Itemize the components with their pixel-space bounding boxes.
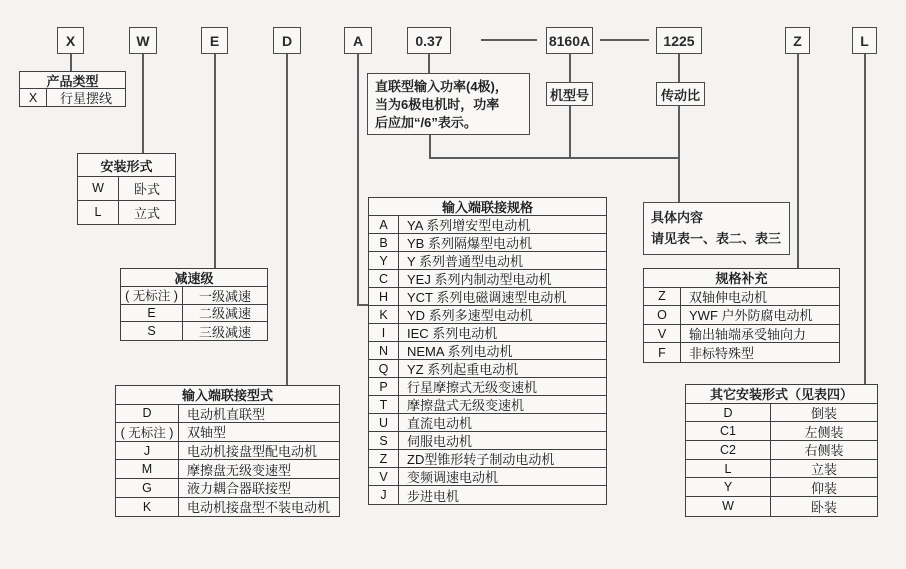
row-code: C2: [686, 441, 771, 459]
table-row: [369, 252, 606, 270]
row-code: O: [644, 306, 681, 324]
row-label: 电动机接盘型配电动机: [187, 444, 318, 460]
table-row: [116, 423, 339, 442]
row-code: U: [369, 414, 399, 431]
row-label: 双轴伸电动机: [689, 289, 768, 305]
row-label: Y 系列普通型电动机: [407, 254, 524, 269]
table-row: [116, 442, 339, 461]
table-row: [121, 322, 267, 340]
input-connection-spec-table-title: 输入端联接规格: [369, 198, 606, 216]
row-code: I: [369, 324, 399, 341]
table-row: [369, 468, 606, 486]
power-note-line3: 后应加“/6”表示。: [375, 115, 477, 130]
row-code: Q: [369, 360, 399, 377]
row-code: F: [644, 343, 681, 362]
spec-supplement-table: [643, 268, 840, 363]
code-box-connection: D: [273, 27, 301, 54]
table-row: [78, 201, 175, 224]
row-code: K: [116, 498, 179, 517]
table-row: [644, 325, 839, 344]
connector-line-a: [357, 54, 359, 306]
row-label: 直流电动机: [407, 416, 473, 431]
code-box-other-mount: L: [852, 27, 877, 54]
row-code: S: [369, 432, 399, 449]
row-label: ZD型锥形转子制动电动机: [407, 452, 555, 467]
power-note-line2: 当为6极电机时，功率: [375, 97, 500, 112]
table-row: [369, 432, 606, 450]
table-row: [116, 405, 339, 424]
connector-line-z: [797, 54, 799, 268]
input-connection-type-table-title: 输入端联接型式: [116, 386, 339, 405]
row-label: 一级减速: [198, 288, 251, 304]
row-label: YWF 户外防腐电动机: [689, 308, 813, 324]
row-label: YA 系列增安型电动机: [407, 218, 531, 233]
ratio-label-box: 传动比: [656, 82, 705, 106]
row-label: 右侧装: [804, 443, 844, 459]
row-code: B: [369, 234, 399, 251]
reduction-table: [120, 268, 268, 341]
spec-supplement-table-title: 规格补充: [644, 269, 839, 288]
table-row: [369, 270, 606, 288]
table-row: [121, 287, 267, 305]
connector-line-e: [214, 54, 216, 268]
table-row: [369, 342, 606, 360]
code-box-ratio: 1225: [656, 27, 702, 54]
code-box-product-type: X: [57, 27, 84, 54]
table-row: [369, 306, 606, 324]
mounting-table-body: [78, 177, 175, 224]
reduction-table-body: [121, 287, 267, 340]
row-label: 行星摩擦式无级变速机: [407, 380, 538, 395]
row-code: W: [686, 497, 771, 516]
connector-note-to-bus: [429, 135, 431, 157]
row-code: T: [369, 396, 399, 413]
row-code: Y: [686, 478, 771, 496]
row-label: YCT 系列电磁调速型电动机: [407, 290, 567, 305]
table-row: [686, 422, 877, 441]
connector-line-d: [286, 54, 288, 385]
row-label: YEJ 系列内制动型电动机: [407, 272, 552, 287]
table-row: [686, 404, 877, 423]
connector-line-l: [864, 54, 866, 384]
table-row: [686, 460, 877, 479]
table-row: [369, 378, 606, 396]
spec-supplement-table-body: [644, 288, 839, 362]
row-label: 二级减速: [198, 306, 251, 322]
row-code: ( 无标注 ): [121, 287, 183, 304]
code-box-machine-model: 8160A: [546, 27, 593, 54]
product-type-table-body: [20, 89, 125, 106]
row-code: Y: [369, 252, 399, 269]
row-label: 非标特殊型: [689, 346, 755, 362]
table-row: [369, 414, 606, 432]
row-code: P: [369, 378, 399, 395]
table-row: [78, 177, 175, 200]
row-label: YD 系列多速型电动机: [407, 308, 533, 323]
code-box-mounting: W: [129, 27, 157, 54]
connector-model-to-bus: [569, 106, 571, 157]
row-code: H: [369, 288, 399, 305]
row-code: D: [116, 405, 179, 423]
row-label: 卧装: [810, 499, 837, 515]
input-connection-type-table: [115, 385, 340, 517]
connector-ratio-top: [678, 54, 680, 82]
detail-note-box: [643, 202, 790, 255]
mounting-table-title: 安装形式: [78, 154, 175, 177]
other-mounting-table-title: 其它安装形式（见表四）: [686, 385, 877, 404]
table-row: [369, 396, 606, 414]
other-mounting-table-body: [686, 404, 877, 516]
table-row: [644, 343, 839, 362]
table-row: [20, 89, 125, 106]
table-row: [686, 478, 877, 497]
table-row: [686, 497, 877, 516]
row-code: L: [78, 201, 119, 224]
row-label: 摩擦盘式无级变速机: [407, 398, 525, 413]
row-code: X: [20, 89, 47, 106]
connector-ratio-down: [678, 106, 680, 202]
input-connection-type-table-body: [116, 405, 339, 517]
row-code: D: [686, 404, 771, 422]
table-row: [369, 324, 606, 342]
row-label: 卧式: [133, 181, 160, 197]
other-mounting-table: [685, 384, 878, 517]
row-label: YZ 系列起重电动机: [407, 362, 519, 377]
table-row: [121, 305, 267, 323]
mounting-table: [77, 153, 176, 225]
power-note-box: [367, 73, 530, 135]
row-code: V: [369, 468, 399, 485]
row-code: S: [121, 322, 183, 340]
row-code: J: [116, 442, 179, 460]
row-label: 液力耦合器联接型: [187, 481, 292, 497]
row-code: L: [686, 460, 771, 478]
detail-note-line2: 请见表一、表二、表三: [651, 231, 782, 246]
row-code: W: [78, 177, 119, 199]
row-code: Z: [369, 450, 399, 467]
row-label: 行星摆线: [59, 91, 112, 106]
table-row: [686, 441, 877, 460]
table-row: [644, 288, 839, 307]
row-label: 立式: [133, 205, 160, 221]
row-label: 电动机直联型: [187, 406, 266, 422]
machine-model-label-box: 机型号: [546, 82, 593, 106]
row-label: 倒装: [810, 406, 837, 422]
row-label: NEMA 系列电动机: [407, 344, 513, 359]
row-code: C1: [686, 422, 771, 440]
connector-line-x: [70, 54, 72, 71]
connector-model-top: [569, 54, 571, 82]
row-label: 摩擦盘无级变速型: [187, 462, 292, 478]
dash-model-ratio: [600, 39, 649, 41]
row-label: 双轴型: [187, 425, 227, 441]
row-label: 变频调速电动机: [407, 470, 499, 485]
table-row: [116, 479, 339, 498]
code-box-power: 0.37: [407, 27, 451, 54]
reduction-table-title: 减速级: [121, 269, 267, 287]
row-code: E: [121, 305, 183, 322]
row-label: 仰装: [810, 480, 837, 496]
row-code: M: [116, 460, 179, 478]
row-label: 电动机接盘型不装电动机: [187, 500, 331, 516]
product-type-table: [19, 71, 126, 107]
row-label: 输出轴端承受轴向力: [689, 327, 807, 343]
input-connection-spec-table-body: [369, 216, 606, 504]
table-row: [369, 450, 606, 468]
product-type-table-title: 产品类型: [20, 72, 125, 89]
row-code: J: [369, 486, 399, 504]
table-row: [644, 306, 839, 325]
row-label: 立装: [810, 462, 837, 478]
table-row: [369, 216, 606, 234]
row-code: C: [369, 270, 399, 287]
table-row: [369, 288, 606, 306]
input-connection-spec-table: [368, 197, 607, 505]
detail-note-line1: 具体内容: [651, 210, 704, 225]
row-code: A: [369, 216, 399, 233]
table-row: [369, 486, 606, 504]
code-box-reduction: E: [201, 27, 228, 54]
row-label: 伺服电动机: [407, 434, 473, 449]
row-label: 三级减速: [198, 324, 251, 340]
code-box-supplement: Z: [785, 27, 810, 54]
connector-bus: [429, 157, 680, 159]
row-label: IEC 系列电动机: [407, 326, 498, 341]
table-row: [369, 234, 606, 252]
power-note-line1: 直联型输入功率(4极)，: [375, 79, 508, 94]
row-label: 左侧装: [804, 424, 844, 440]
row-code: N: [369, 342, 399, 359]
row-label: YB 系列隔爆型电动机: [407, 236, 532, 251]
table-row: [369, 360, 606, 378]
code-box-motor-series: A: [344, 27, 372, 54]
row-code: K: [369, 306, 399, 323]
dash-power-model: [481, 39, 537, 41]
connector-line-w: [142, 54, 144, 153]
row-code: G: [116, 479, 179, 497]
row-code: V: [644, 325, 681, 343]
row-code: ( 无标注 ): [116, 423, 179, 441]
connector-line-power: [428, 54, 430, 73]
table-row: [116, 498, 339, 517]
row-code: Z: [644, 288, 681, 306]
table-row: [116, 460, 339, 479]
row-label: 步进电机: [407, 488, 460, 504]
